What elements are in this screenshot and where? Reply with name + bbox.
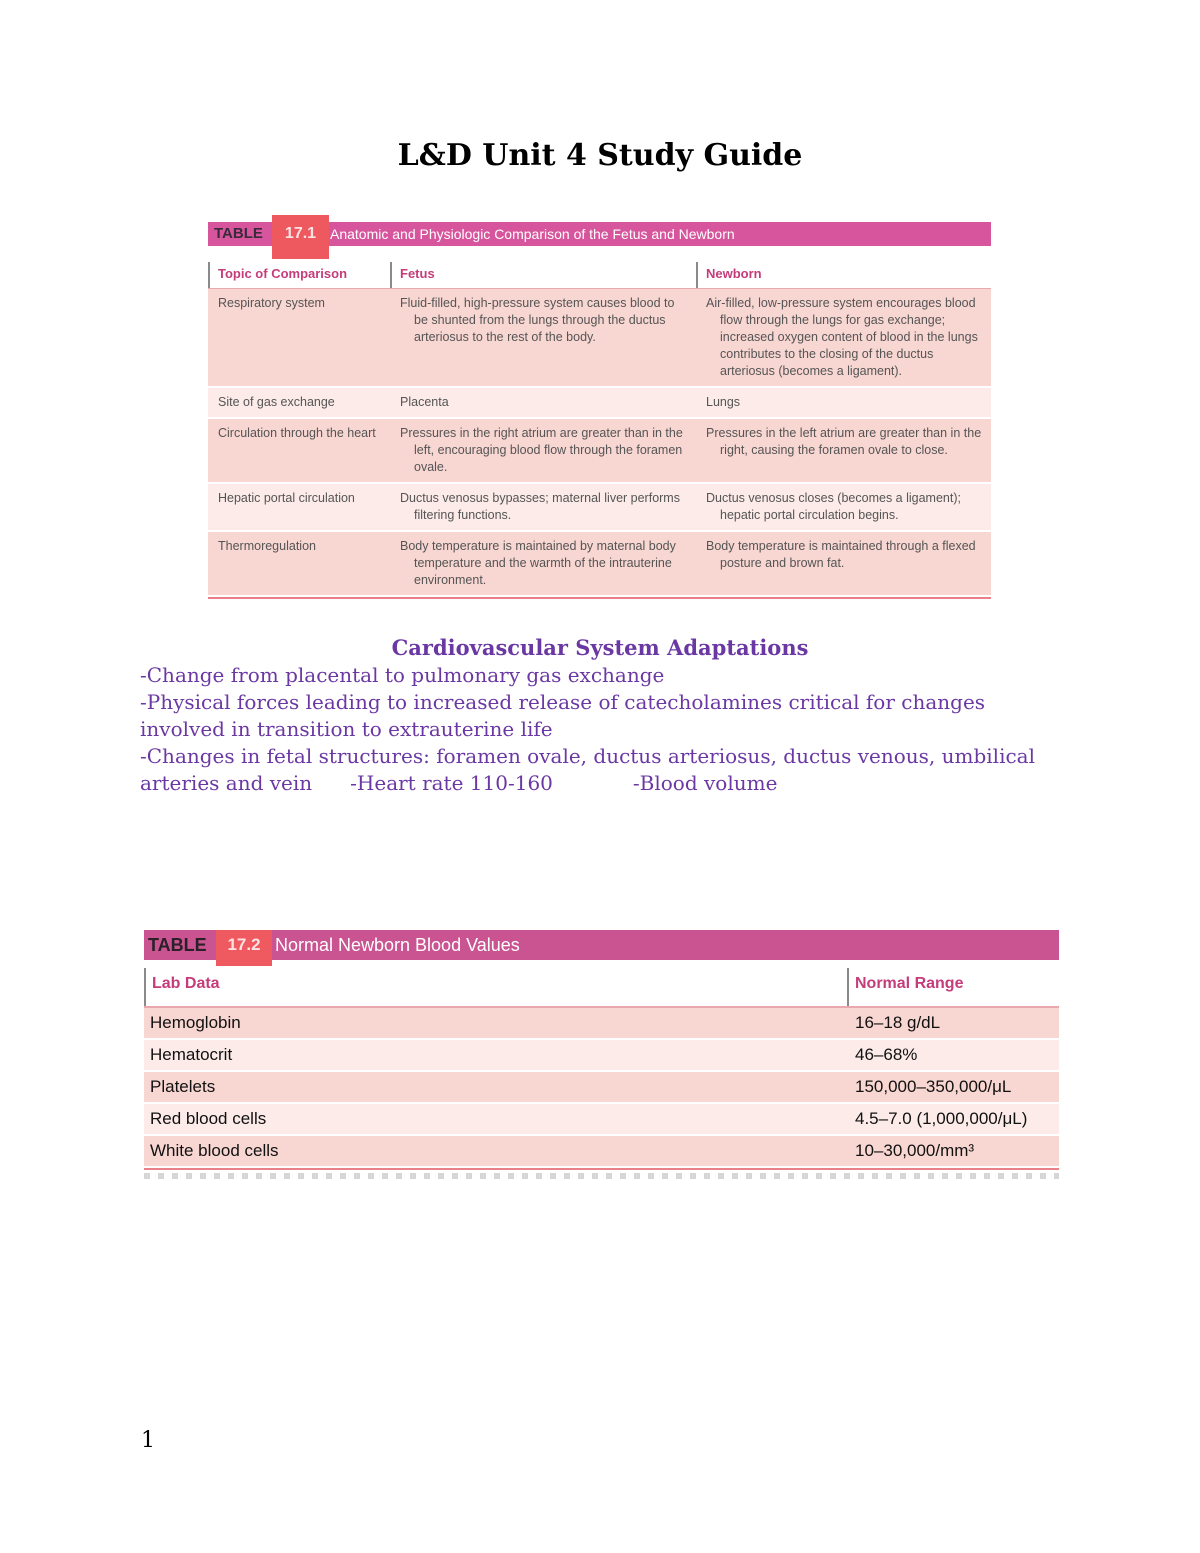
heart-rate-text: -Heart rate 110-160 [350,771,553,795]
table-cell: Air-filled, low-pressure system encourages blood flow through the lungs for gas exchange; increased oxygen content of blood in the lungs contributes to the closing of the ductus arteriosus (becomes a ligament). [706,296,978,378]
table-cell: 150,000–350,000/μL [855,1077,1012,1096]
table-cell: Pressures in the left atrium are greater than in the right, causing the foramen ovale to close. [706,426,982,457]
table-caption: Anatomic and Physiologic Comparison of the Fetus and Newborn [330,226,735,242]
bullet-text: -Changes in fetal structures: foramen ovale, ductus arteriosus, ductus venous, umbilical arteries and vein [140,744,1035,795]
table-bottom-rule [208,597,991,599]
table-row [144,1040,1059,1072]
table-17-2 [144,930,1059,1179]
bullet-line [140,743,1060,797]
table-number: 17.1 [272,215,329,259]
table-number: 17.2 [216,930,272,966]
table-cell: Lungs [706,395,741,409]
page-number: 1 [141,1428,155,1453]
bullet-line: -Physical forces leading to increased release of catecholamines critical for changes involved in transition to extrauterine life [140,690,986,741]
table-title-bar [144,930,1059,960]
table-cell: Placenta [400,395,449,409]
table-cell: Hepatic portal circulation [218,491,355,505]
table-header-row [208,262,991,289]
cardiovascular-section [140,634,1060,797]
column-header: Topic of Comparison [208,262,390,288]
table-cell: Hematocrit [150,1045,233,1064]
table-row [144,1008,1059,1040]
table-row [208,388,991,419]
table-cell: Pressures in the right atrium are greater than in the left, encouraging blood flow through the foramen ovale. [400,426,683,474]
column-header: Fetus [390,262,696,288]
table-row [208,289,991,388]
table-caption: Normal Newborn Blood Values [275,935,520,955]
table-17-1 [208,222,991,599]
column-header: Lab Data [144,968,847,1006]
table-cell: Respiratory system [218,296,325,310]
table-cell: Red blood cells [150,1109,267,1128]
table-bottom-rule [144,1168,1059,1170]
table-cell: Ductus venosus bypasses; maternal liver performs filtering functions. [400,491,680,522]
table-row [208,419,991,484]
table-cell: Ductus venosus closes (becomes a ligament); hepatic portal circulation begins. [706,491,961,522]
table-label: TABLE [214,225,263,242]
table-label: TABLE [148,935,207,955]
table-cell: Fluid-filled, high-pressure system causes blood to be shunted from the lungs through the ductus arteriosus to the rest of the body. [400,296,675,344]
column-header: Normal Range [847,968,1059,1006]
table-cell: 4.5–7.0 (1,000,000/μL) [855,1109,1028,1128]
bullet-line: -Change from placental to pulmonary gas exchange [140,663,665,687]
table-cell: Hemoglobin [150,1013,241,1032]
cropped-footnote-edge [144,1173,1059,1179]
blood-volume-text: -Blood volume [632,771,778,795]
section-heading: Cardiovascular System Adaptations [391,635,809,660]
column-header: Newborn [696,262,991,288]
table-cell: Site of gas exchange [218,395,335,409]
table-cell: Thermoregulation [218,539,316,553]
table-row [144,1104,1059,1136]
table-cell: 16–18 g/dL [855,1013,941,1032]
table-cell: Circulation through the heart [218,426,376,440]
table-row [144,1136,1059,1168]
table-header-row [144,968,1059,1008]
page-title: L&D Unit 4 Study Guide [397,138,803,173]
table-row [144,1072,1059,1104]
table-cell: Body temperature is maintained through a flexed posture and brown fat. [706,539,976,570]
table-cell: 10–30,000/mm³ [855,1141,975,1160]
table-cell: 46–68% [855,1045,918,1064]
table-cell: Body temperature is maintained by maternal body temperature and the warmth of the intrauterine environment. [400,539,676,587]
table-cell: White blood cells [150,1141,279,1160]
table-row [208,532,991,597]
table-title-bar [208,222,991,246]
table-cell: Platelets [150,1077,216,1096]
table-row [208,484,991,532]
